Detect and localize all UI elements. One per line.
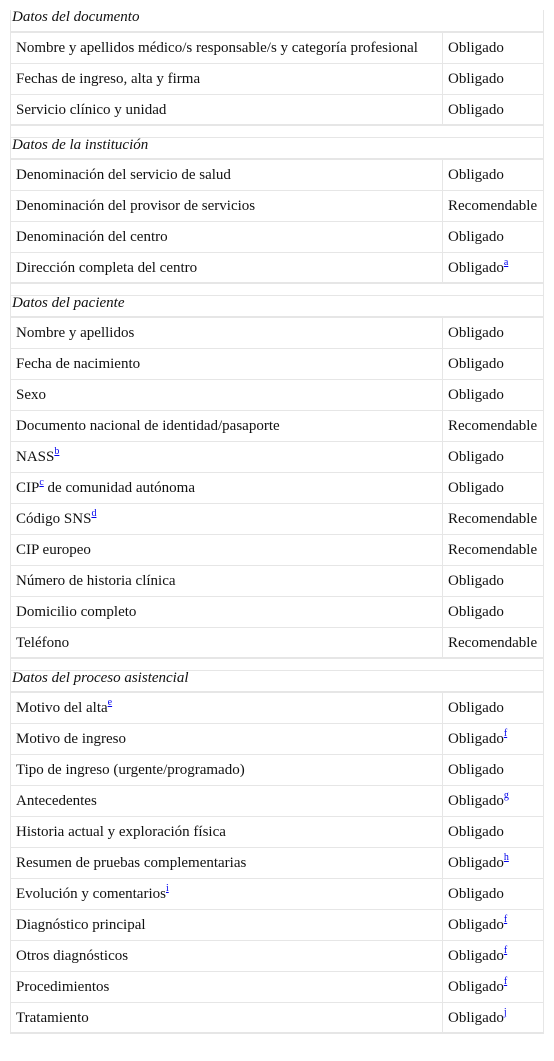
requirement-cell [443, 817, 544, 847]
requirement-cell [443, 253, 544, 282]
field-name-cell [10, 253, 443, 282]
field-name-cell [10, 941, 443, 971]
table-row [10, 1002, 544, 1033]
field-name-cell [10, 349, 443, 379]
requirement-level: Obligado [448, 573, 504, 589]
field-name: Otros diagnósticos [16, 948, 129, 964]
requirement-level: Obligado [448, 356, 504, 372]
requirement-level: Obligado [448, 167, 504, 183]
requirement-cell [443, 33, 544, 63]
field-name-cell [10, 786, 443, 816]
section-rows [10, 317, 544, 659]
requirement-level: Obligado [448, 886, 504, 902]
field-name: Nombre y apellidos [16, 325, 135, 341]
requirement-cell [443, 693, 544, 723]
field-name-cell [10, 222, 443, 252]
table-row [10, 940, 544, 971]
requirement-level: Obligado [448, 979, 504, 995]
field-name: NASS [16, 449, 55, 465]
requirement-level: Recomendable [448, 635, 538, 651]
field-name: Historia actual y exploración física [16, 824, 226, 840]
field-name-cell [10, 972, 443, 1002]
field-name: Tratamiento [16, 1010, 89, 1026]
table-row [10, 909, 544, 940]
requirement-level: Obligado [448, 855, 504, 871]
table-row [10, 847, 544, 878]
field-name-cell [10, 724, 443, 754]
requirement-cell [443, 160, 544, 190]
footnote-link[interactable]: g [503, 790, 509, 801]
table-row [10, 379, 544, 410]
requirement-level: Obligado [448, 387, 504, 403]
table-row [10, 627, 544, 658]
table-row [10, 317, 544, 348]
requirement-cell [443, 191, 544, 221]
field-name: Denominación del servicio de salud [16, 167, 231, 183]
requirement-cell [443, 724, 544, 754]
requirement-level: Obligado [448, 917, 504, 933]
requirement-level: Obligado [448, 229, 504, 245]
requirement-cell [443, 566, 544, 596]
field-name-cell [10, 33, 443, 63]
section-spacer [10, 126, 544, 137]
field-name: Denominación del provisor de servicios [16, 198, 256, 214]
table-row [10, 785, 544, 816]
requirement-cell [443, 504, 544, 534]
requirement-cell [443, 628, 544, 657]
section-title: Datos del paciente [10, 295, 544, 317]
footnote-link[interactable]: f [503, 914, 508, 925]
field-name: Tipo de ingreso (urgente/programado) [16, 762, 245, 778]
field-name: Motivo de ingreso [16, 731, 126, 747]
requirement-cell [443, 1003, 544, 1032]
requirement-cell [443, 879, 544, 909]
requirement-cell [443, 95, 544, 124]
requirement-level: Obligado [448, 260, 504, 276]
requirement-level: Obligado [448, 449, 504, 465]
requirement-level: Obligado [448, 762, 504, 778]
field-name-cell [10, 411, 443, 441]
requirement-level: Obligado [448, 1010, 504, 1026]
table-row [10, 32, 544, 63]
field-name: Código SNS [16, 511, 92, 527]
footnote-link[interactable]: f [503, 976, 508, 987]
field-name: Teléfono [16, 635, 70, 651]
field-name-cell [10, 160, 443, 190]
footnote-link[interactable]: j [503, 1007, 507, 1018]
field-name: Diagnóstico principal [16, 917, 146, 933]
requirements-table [10, 10, 544, 1034]
field-name-cell [10, 191, 443, 221]
table-row [10, 63, 544, 94]
field-name: CIP [16, 480, 40, 496]
field-name: Fecha de nacimiento [16, 356, 141, 372]
section-title: Datos del proceso asistencial [10, 670, 544, 692]
table-row [10, 596, 544, 627]
section-title: Datos del documento [10, 10, 544, 32]
requirement-cell [443, 473, 544, 503]
table-row [10, 348, 544, 379]
requirement-level: Obligado [448, 325, 504, 341]
field-name-cell [10, 504, 443, 534]
requirement-cell [443, 318, 544, 348]
footnote-link[interactable]: d [91, 508, 97, 519]
requirement-level: Obligado [448, 102, 504, 118]
requirement-level: Recomendable [448, 198, 538, 214]
requirement-cell [443, 535, 544, 565]
section-rows [10, 159, 544, 284]
field-name: Evolución y comentarios [16, 886, 166, 902]
field-name: Dirección completa del centro [16, 260, 198, 276]
table-row [10, 159, 544, 190]
requirement-level: Obligado [448, 793, 504, 809]
field-name-cell [10, 95, 443, 124]
table-row [10, 503, 544, 534]
field-name: Documento nacional de identidad/pasaporte [16, 418, 280, 434]
requirement-cell [443, 64, 544, 94]
table-row [10, 190, 544, 221]
requirement-level: Obligado [448, 480, 504, 496]
field-name-cell [10, 910, 443, 940]
field-name-cell [10, 628, 443, 657]
requirement-level: Obligado [448, 700, 504, 716]
field-name-cell [10, 693, 443, 723]
footnote-link[interactable]: i [165, 883, 169, 894]
field-name: Sexo [16, 387, 46, 403]
requirement-level: Obligado [448, 71, 504, 87]
field-name: Resumen de pruebas complementarias [16, 855, 247, 871]
table-row [10, 441, 544, 472]
footnote-link[interactable]: e [107, 697, 113, 708]
table-row [10, 816, 544, 847]
field-name-cell [10, 566, 443, 596]
field-name-cell [10, 442, 443, 472]
requirement-cell [443, 786, 544, 816]
field-name: Domicilio completo [16, 604, 137, 620]
field-name: Fechas de ingreso, alta y firma [16, 71, 201, 87]
requirement-cell [443, 597, 544, 627]
requirement-level: Recomendable [448, 542, 538, 558]
requirement-cell [443, 848, 544, 878]
field-name-cell [10, 597, 443, 627]
field-name-cell [10, 318, 443, 348]
table-row [10, 754, 544, 785]
requirement-cell [443, 380, 544, 410]
section-title: Datos de la institución [10, 137, 544, 159]
field-name: CIP europeo [16, 542, 91, 558]
requirement-level: Obligado [448, 731, 504, 747]
field-name-cell [10, 817, 443, 847]
field-name-cell [10, 535, 443, 565]
requirement-level: Recomendable [448, 418, 538, 434]
field-name-cell [10, 1003, 443, 1032]
requirement-cell [443, 222, 544, 252]
field-name: Procedimientos [16, 979, 110, 995]
footnote-link[interactable]: a [503, 257, 509, 268]
section-spacer [10, 659, 544, 670]
field-name: Servicio clínico y unidad [16, 102, 167, 118]
field-name: Motivo del alta [16, 700, 108, 716]
requirement-level: Recomendable [448, 511, 538, 527]
requirement-cell [443, 411, 544, 441]
field-name-cell [10, 64, 443, 94]
table-row [10, 534, 544, 565]
section-rows [10, 32, 544, 126]
table-row [10, 410, 544, 441]
footnote-link[interactable]: c [39, 477, 44, 488]
table-row [10, 221, 544, 252]
requirement-cell [443, 755, 544, 785]
table-row [10, 692, 544, 723]
requirement-level: Obligado [448, 40, 504, 56]
footnote-link[interactable]: f [503, 728, 508, 739]
requirement-level: Obligado [448, 824, 504, 840]
requirement-cell [443, 972, 544, 1002]
field-name-cell [10, 380, 443, 410]
table-row [10, 252, 544, 283]
field-name-cell [10, 848, 443, 878]
field-name: Antecedentes [16, 793, 97, 809]
field-name: Denominación del centro [16, 229, 168, 245]
requirement-level: Obligado [448, 604, 504, 620]
field-name: Número de historia clínica [16, 573, 176, 589]
requirement-cell [443, 349, 544, 379]
table-row [10, 723, 544, 754]
table-row [10, 94, 544, 125]
section-rows [10, 692, 544, 1034]
requirement-cell [443, 442, 544, 472]
footnote-link[interactable]: b [54, 446, 60, 457]
section-spacer [10, 284, 544, 295]
table-row [10, 971, 544, 1002]
field-name-cell [10, 879, 443, 909]
field-name-cell [10, 473, 443, 503]
requirement-cell [443, 941, 544, 971]
table-row [10, 472, 544, 503]
table-row [10, 878, 544, 909]
field-name-suffix: de comunidad autónoma [43, 480, 196, 496]
field-name-cell [10, 755, 443, 785]
field-name: Nombre y apellidos médico/s responsable/s y categoría profesional [16, 40, 418, 56]
footnote-link[interactable]: h [503, 852, 509, 863]
requirement-level: Obligado [448, 948, 504, 964]
requirement-cell [443, 910, 544, 940]
footnote-link[interactable]: f [503, 945, 508, 956]
table-row [10, 565, 544, 596]
